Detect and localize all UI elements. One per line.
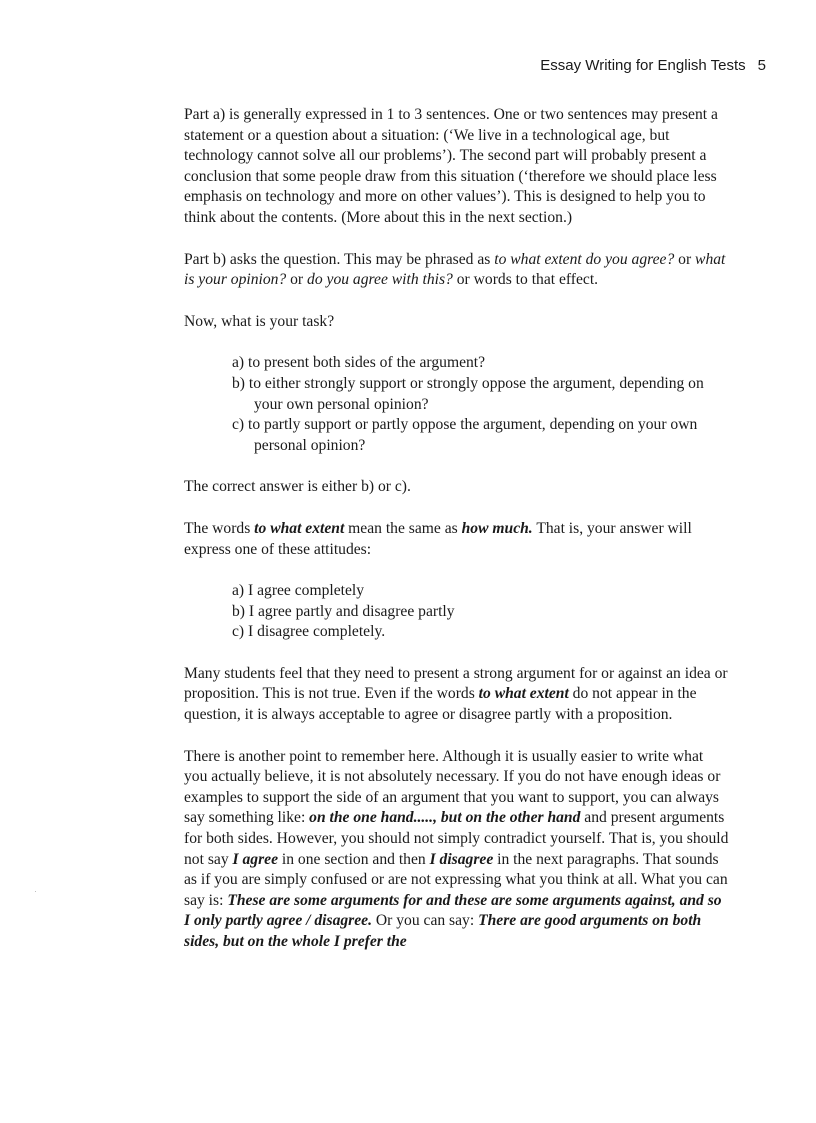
- paragraph-part-b: [184, 250, 730, 291]
- paragraph-part-a: Part a) is generally expressed in 1 to 3 sentences. One or two sentences may present a statement or a question about a situation: (‘We live in a technological age, but technology cannot solve all our problems’). The second part will probably present a conclusion that some people draw from this situation (‘therefore we should place less emphasis on technology and more on other values’). This is designed to help you to think about the contents. (More about this in the next section.): [184, 106, 718, 226]
- bold-italic-phrase: on the one hand....., but on the other hand: [309, 809, 581, 827]
- paragraph-correct-answer: The correct answer is either b) or c).: [184, 478, 411, 496]
- text-run: Many students feel that they need to present a strong argument for or against an idea or proposition. This is not true. Even if the words: [184, 664, 728, 703]
- text-run: or: [286, 271, 308, 289]
- text-run: or: [674, 250, 696, 268]
- text-run: and present arguments for both sides. However, you should not simply contradict yourself. That is, you should not say: [184, 809, 729, 868]
- text-run: do not appear in the question, it is always acceptable to agree or disagree partly with a proposition.: [184, 685, 697, 724]
- bold-italic-phrase: These are some arguments for and these are some arguments against, and so I only partly agree / disagree.: [184, 891, 722, 930]
- bold-italic-phrase: to what extent: [478, 685, 569, 703]
- attitudes-list: [184, 581, 730, 643]
- text-run: There is another point to remember here. Although it is usually easier to write what you actually believe, it is not absolutely necessary. If you do not have enough ideas or examples to support the side of an argument that you want to support, you can always say something like:: [184, 747, 721, 827]
- list-item: a) I agree completely: [232, 582, 365, 600]
- running-title: Essay Writing for English Tests: [540, 57, 746, 74]
- list-item: a) to present both sides of the argument?: [232, 354, 486, 372]
- paragraph-task-question: Now, what is your task?: [184, 312, 335, 330]
- text-run: Part b) asks the question. This may be phrased as: [184, 250, 495, 268]
- task-options-list: [184, 353, 730, 456]
- page-number: 5: [757, 57, 766, 74]
- paragraph-to-what-extent: [184, 519, 730, 560]
- paragraph-strong-argument: [184, 664, 730, 726]
- italic-phrase: to what extent do you agree?: [494, 250, 675, 268]
- running-header: [540, 57, 766, 74]
- text-run: Or you can say:: [371, 912, 479, 930]
- text-run: or words to that effect.: [452, 271, 599, 289]
- text-run: mean the same as: [344, 519, 462, 537]
- italic-phrase: what is your opinion?: [184, 250, 726, 289]
- paragraph-another-point: [184, 747, 730, 953]
- list-item: b) to either strongly support or strongly oppose the argument, depending on your own personal opinion?: [232, 374, 704, 413]
- bold-italic-phrase: I agree: [232, 850, 278, 868]
- text-run: The words: [184, 519, 255, 537]
- list-item: c) I disagree completely.: [232, 623, 386, 641]
- text-run: in the next paragraphs. That sounds as if you are simply confused or are not expressing what you think at all. What you can say is:: [184, 850, 728, 909]
- list-item: c) to partly support or partly oppose the argument, depending on your own personal opinion?: [232, 416, 698, 454]
- text-run: That is, your answer will express one of these attitudes:: [184, 519, 692, 558]
- margin-mark: ·: [34, 886, 37, 896]
- bold-italic-phrase: I disagree: [429, 850, 494, 868]
- text-run: in one section and then: [278, 850, 430, 868]
- italic-phrase: do you agree with this?: [307, 271, 453, 289]
- body-text: [184, 105, 730, 974]
- bold-italic-phrase: to what extent: [254, 519, 345, 537]
- list-item: b) I agree partly and disagree partly: [232, 602, 455, 620]
- bold-italic-phrase: There are good arguments on both sides, but on the whole I prefer the: [184, 912, 702, 950]
- bold-italic-phrase: how much.: [461, 519, 533, 537]
